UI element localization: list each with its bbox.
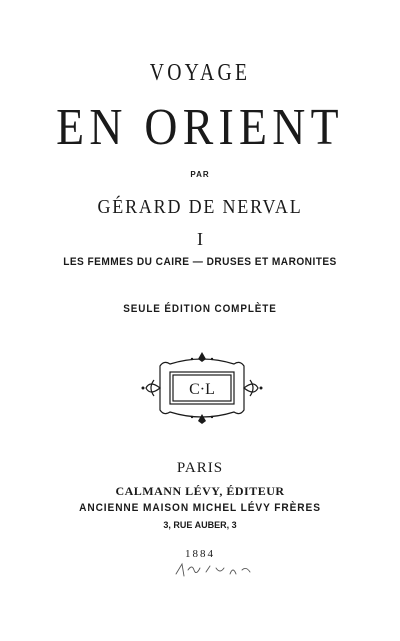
publisher-name: CALMANN LÉVY, ÉDITEUR [115, 484, 285, 498]
publisher-address: 3, RUE AUBER, 3 [163, 520, 237, 530]
volume-subtitle: LES FEMMES DU CAIRE — DRUSES ET MARONITES [63, 256, 337, 268]
author-name: GÉRARD DE NERVAL [97, 196, 303, 218]
former-publishing-house: ANCIENNE MAISON MICHEL LÉVY FRÈRES [79, 502, 321, 514]
title-line-2: EN ORIENT [56, 99, 344, 156]
publisher-mark-ornament [140, 350, 264, 426]
publisher-mark-monogram: C·L [189, 381, 215, 398]
imprint-city: PARIS [176, 460, 224, 476]
handwritten-scribble [172, 560, 262, 580]
volume-number: I [197, 229, 203, 249]
edition-note: SEULE ÉDITION COMPLÈTE [123, 303, 277, 315]
title-line-1: VOYAGE [149, 60, 251, 86]
publication-year: 1884 [185, 548, 215, 560]
by-label: PAR [190, 170, 210, 179]
